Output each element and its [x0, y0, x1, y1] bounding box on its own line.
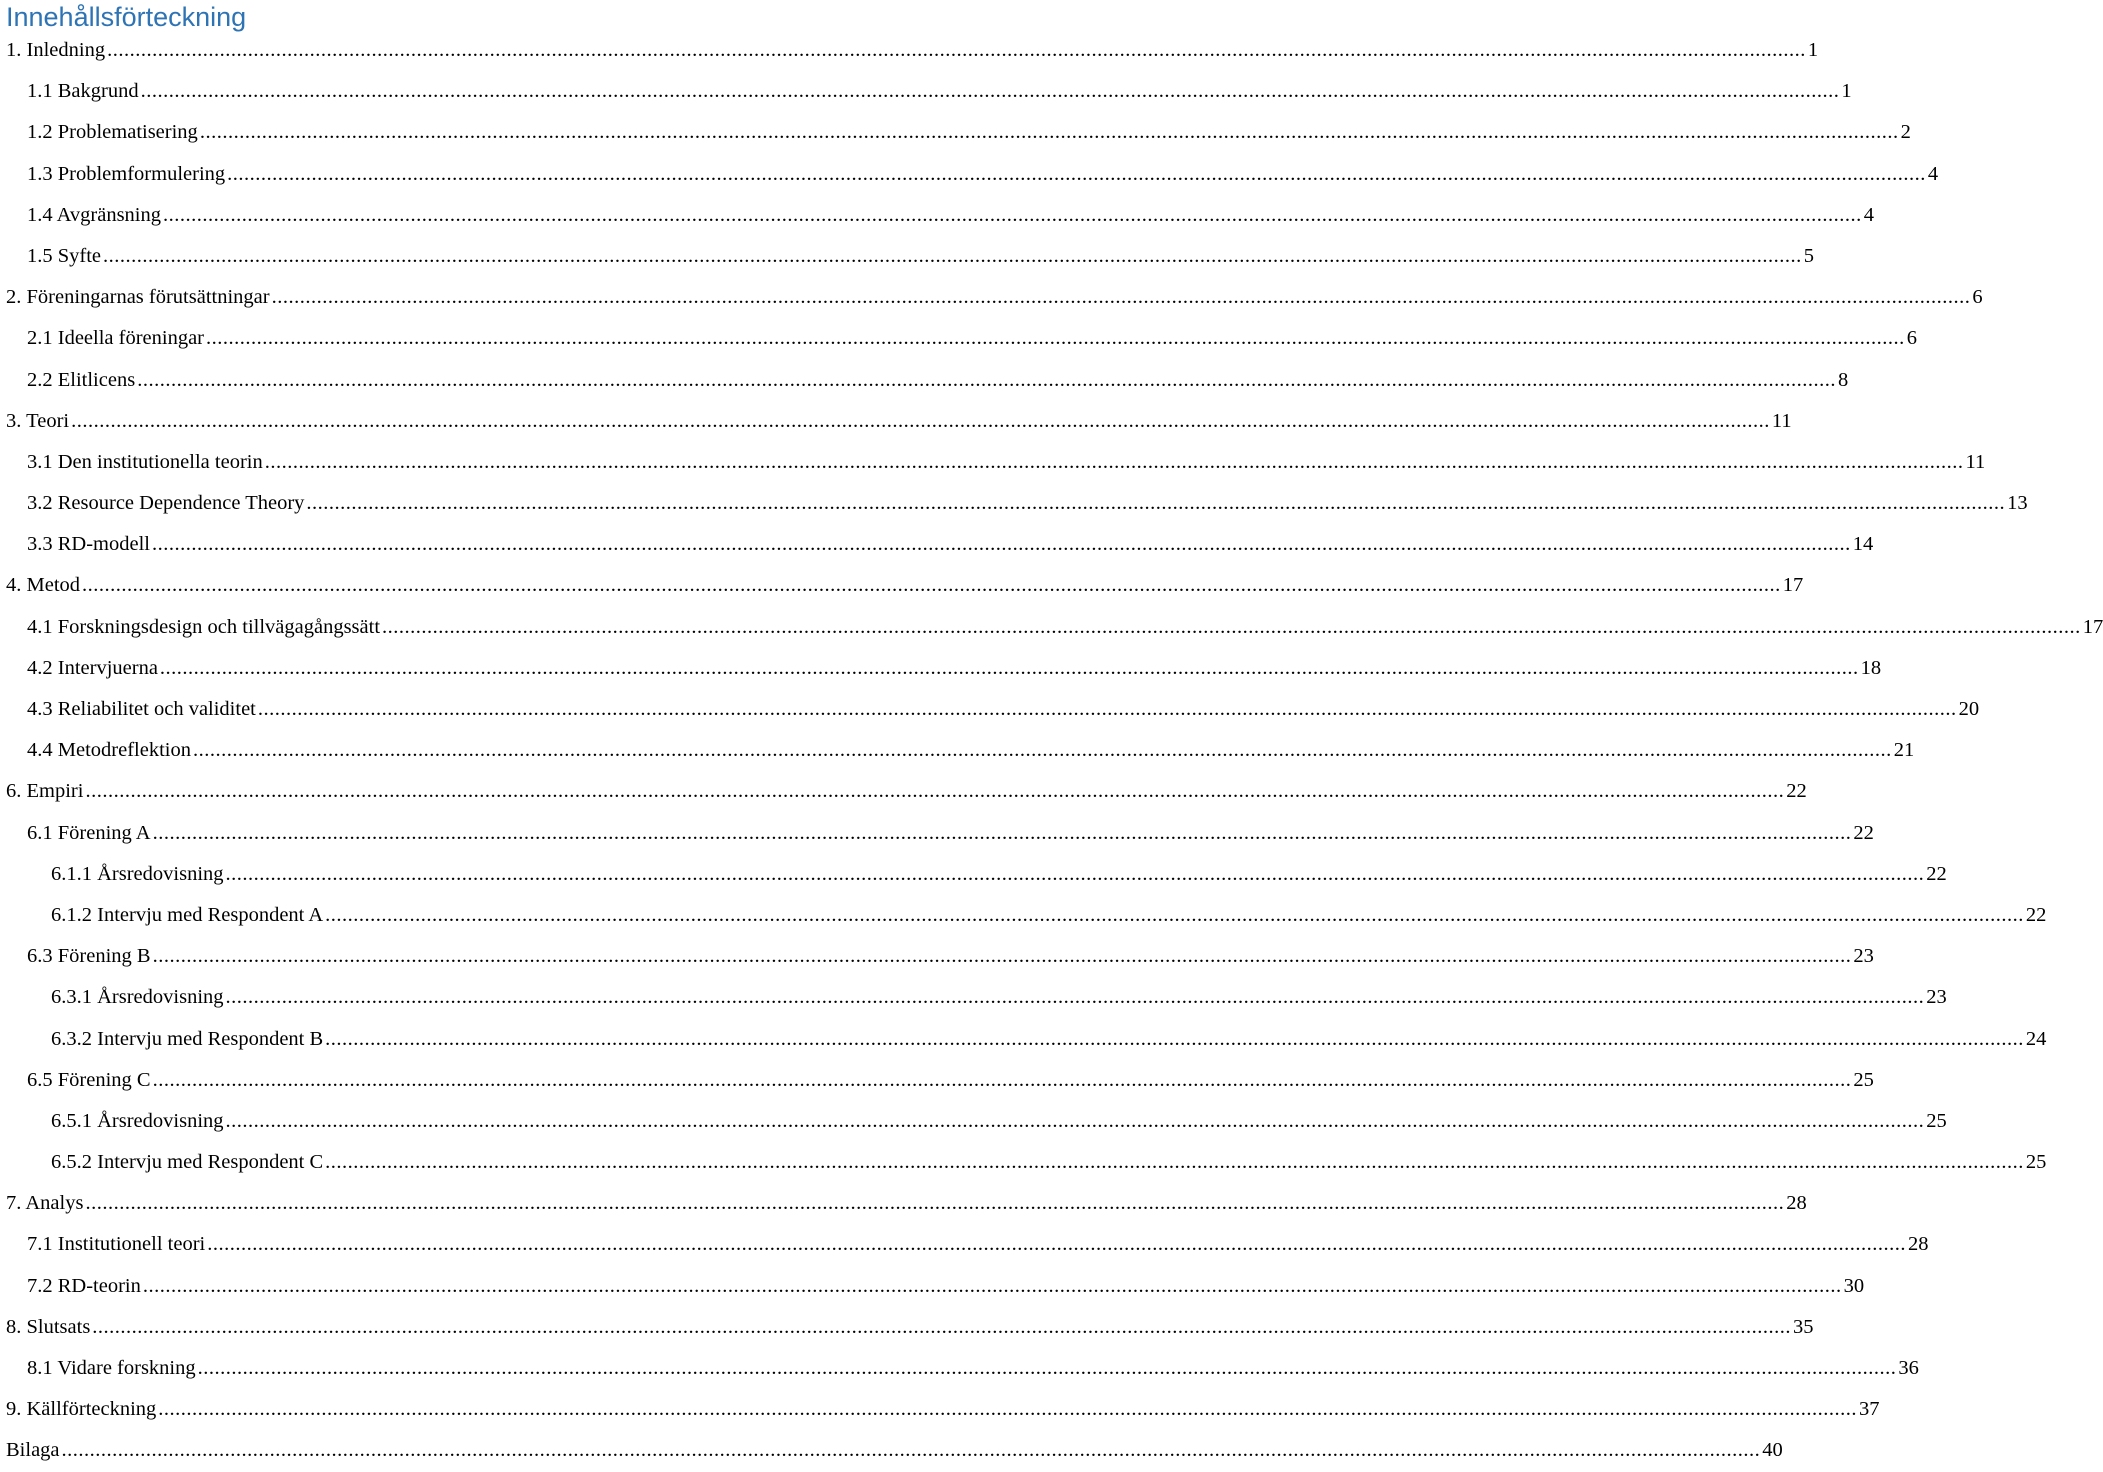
toc-entry[interactable] [0, 30, 1819, 71]
toc-entry[interactable] [0, 112, 1911, 153]
toc-page-number: 22 [1786, 780, 1807, 803]
toc-entry-label: 6.5.2 Intervju med Respondent C [51, 1151, 324, 1174]
toc-dot-leader: .............................................................................................................................................................................................................................................................................................................. [71, 409, 1770, 432]
toc-entry-label: 8. Slutsats [6, 1315, 91, 1338]
toc-entry[interactable] [0, 524, 1874, 565]
toc-entry-label: 2.1 Ideella föreningar [27, 327, 205, 350]
toc-entry[interactable] [0, 71, 1852, 112]
toc-entry-label: 6.3.1 Årsredovisning [51, 986, 224, 1009]
toc-dot-leader: .............................................................................................................................................................................................................................................................................................................. [225, 986, 1925, 1009]
toc-dot-leader: .............................................................................................................................................................................................................................................................................................................. [192, 739, 1892, 762]
toc-entry[interactable] [0, 401, 1792, 442]
toc-entry-label: 7. Analys [6, 1192, 84, 1215]
toc-dot-leader: .............................................................................................................................................................................................................................................................................................................. [382, 615, 2081, 638]
toc-entry-label: Bilaga [6, 1439, 60, 1462]
toc-page-number: 1 [1841, 80, 1852, 103]
toc-entry[interactable] [0, 607, 2103, 648]
toc-dot-leader: .............................................................................................................................................................................................................................................................................................................. [152, 821, 1852, 844]
toc-dot-leader: .............................................................................................................................................................................................................................................................................................................. [107, 39, 1806, 61]
toc-entry[interactable] [0, 1060, 1874, 1101]
toc-page-number: 22 [2025, 903, 2047, 926]
toc-page-number: 13 [2007, 492, 2028, 515]
toc-page-number: 21 [1893, 739, 1915, 762]
toc-entry-label: 9. Källförteckning [6, 1398, 157, 1421]
toc-entry-label: 4.4 Metodreflektion [27, 739, 191, 762]
toc-entry[interactable] [0, 854, 1947, 895]
toc-entry-label: 3.1 Den institutionella teorin [27, 450, 263, 473]
toc-page-number: 14 [1852, 533, 1874, 556]
toc-dot-leader: .............................................................................................................................................................................................................................................................................................................. [325, 1027, 2024, 1050]
toc-dot-leader: .............................................................................................................................................................................................................................................................................................................. [152, 533, 1851, 556]
toc-page-number: 11 [1965, 450, 1986, 473]
toc-entry[interactable] [0, 442, 1986, 483]
toc-page-number: 6 [1906, 327, 1918, 350]
toc-page-number: 30 [1843, 1274, 1865, 1297]
toc-dot-leader: .............................................................................................................................................................................................................................................................................................................. [163, 203, 1862, 226]
toc-dot-leader: .............................................................................................................................................................................................................................................................................................................. [159, 656, 1859, 679]
toc-page-number: 4 [1863, 203, 1875, 226]
toc-entry[interactable] [0, 977, 1947, 1018]
toc-page-number: 22 [1926, 862, 1947, 885]
toc-entry[interactable] [0, 771, 1807, 812]
toc-dot-leader: .............................................................................................................................................................................................................................................................................................................. [227, 162, 1926, 185]
toc-entry[interactable] [0, 565, 1804, 606]
toc-dot-leader: .............................................................................................................................................................................................................................................................................................................. [264, 450, 1964, 473]
toc-entry-label: 6.3.2 Intervju med Respondent B [51, 1027, 324, 1050]
toc-entry[interactable] [0, 1389, 1880, 1430]
toc-entry-label: 7.2 RD-teorin [27, 1274, 141, 1297]
toc-page-number: 35 [1793, 1315, 1814, 1338]
toc-entry-label: 2. Föreningarnas förutsättningar [6, 286, 270, 309]
toc-page-number: 4 [1927, 162, 1939, 185]
toc-page-number: 40 [1762, 1439, 1783, 1462]
toc-dot-leader: .............................................................................................................................................................................................................................................................................................................. [103, 244, 1802, 267]
toc-dot-leader: .............................................................................................................................................................................................................................................................................................................. [225, 1109, 1925, 1132]
toc-dot-leader: .............................................................................................................................................................................................................................................................................................................. [142, 1274, 1842, 1297]
toc-page-number: 23 [1853, 945, 1874, 968]
toc-entry[interactable] [0, 195, 1875, 236]
toc-dot-leader: .............................................................................................................................................................................................................................................................................................................. [85, 780, 1785, 803]
toc-entry-label: 1. Inledning [6, 39, 106, 61]
toc-page-number: 6 [1972, 286, 1983, 309]
toc-dot-leader: .............................................................................................................................................................................................................................................................................................................. [92, 1315, 1792, 1338]
toc-dot-leader: .............................................................................................................................................................................................................................................................................................................. [158, 1398, 1858, 1421]
toc-page-number: 25 [2025, 1151, 2047, 1174]
toc-entry-label: 4.2 Intervjuerna [27, 656, 158, 679]
toc-dot-leader: .............................................................................................................................................................................................................................................................................................................. [85, 1192, 1785, 1215]
toc-entry[interactable] [0, 1101, 1947, 1142]
toc-dot-leader: .............................................................................................................................................................................................................................................................................................................. [206, 327, 1905, 350]
toc-entry-label: 3.2 Resource Dependence Theory [27, 492, 305, 515]
toc-dot-leader: .............................................................................................................................................................................................................................................................................................................. [137, 368, 1836, 391]
toc-entry[interactable] [0, 813, 1874, 854]
toc-dot-leader: .............................................................................................................................................................................................................................................................................................................. [152, 945, 1852, 968]
toc-entry-label: 1.4 Avgränsning [27, 203, 162, 226]
toc-entry-label: 7.1 Institutionell teori [27, 1233, 206, 1256]
toc-entry-label: 3. Teori [6, 409, 70, 432]
toc-dot-leader: .............................................................................................................................................................................................................................................................................................................. [225, 862, 1925, 885]
toc-entry[interactable] [0, 1019, 2047, 1060]
toc-dot-leader: .............................................................................................................................................................................................................................................................................................................. [325, 903, 2024, 926]
toc-dot-leader: .............................................................................................................................................................................................................................................................................................................. [197, 1357, 1897, 1379]
toc-entry-label: 6.5 Förening C [27, 1068, 151, 1091]
toc-entry-label: 1.1 Bakgrund [27, 80, 139, 103]
toc-page-number: 25 [1853, 1068, 1874, 1091]
toc-dot-leader: .............................................................................................................................................................................................................................................................................................................. [82, 574, 1781, 597]
toc-page-number: 24 [2025, 1027, 2047, 1050]
toc-entry[interactable] [0, 1142, 2047, 1183]
toc-entry[interactable] [0, 483, 2028, 524]
toc-entry[interactable] [0, 730, 1915, 771]
toc-page-number: 2 [1900, 121, 1911, 144]
toc-page-number: 17 [2082, 615, 2103, 638]
toc-entry-label: 1.2 Problematisering [27, 121, 198, 144]
toc-dot-leader: .............................................................................................................................................................................................................................................................................................................. [140, 80, 1840, 103]
toc-page-number: 28 [1907, 1233, 1929, 1256]
toc-page-number: 23 [1926, 986, 1947, 1009]
toc-page-number: 8 [1837, 368, 1849, 391]
toc-entry[interactable] [0, 1224, 1929, 1265]
toc-page-number: 18 [1860, 656, 1882, 679]
toc-entry-label: 4.1 Forskningsdesign och tillvägagångssätt [27, 615, 381, 638]
toc-entry-label: 8.1 Vidare forskning [27, 1357, 196, 1379]
toc-page-number: 20 [1958, 698, 1980, 720]
toc-page-number: 11 [1771, 409, 1792, 432]
toc-entry[interactable] [0, 1430, 1783, 1471]
toc-entry[interactable] [0, 1307, 1814, 1348]
toc-entry[interactable] [0, 1348, 1919, 1389]
toc-entry[interactable] [0, 277, 1983, 318]
toc-entry-label: 6. Empiri [6, 780, 84, 803]
toc-entry-label: 6.1 Förening A [27, 821, 151, 844]
toc-entry-label: 2.2 Elitlicens [27, 368, 136, 391]
toc-entry[interactable] [0, 936, 1874, 977]
toc-dot-leader: .............................................................................................................................................................................................................................................................................................................. [152, 1068, 1852, 1091]
toc-entry[interactable] [0, 648, 1882, 689]
toc-entry-label: 6.3 Förening B [27, 945, 151, 968]
toc-entry[interactable] [0, 154, 1939, 195]
toc-entry-label: 6.1.2 Intervju med Respondent A [51, 903, 324, 926]
toc-entry[interactable] [0, 689, 1980, 730]
toc-dot-leader: .............................................................................................................................................................................................................................................................................................................. [257, 698, 1957, 720]
toc-entry-label: 3.3 RD-modell [27, 533, 150, 556]
toc-page-number: 1 [1807, 39, 1819, 61]
toc-entry[interactable] [0, 236, 1815, 277]
table-of-contents [0, 30, 2103, 1472]
toc-dot-leader: .............................................................................................................................................................................................................................................................................................................. [271, 286, 1971, 309]
toc-dot-leader: .............................................................................................................................................................................................................................................................................................................. [325, 1151, 2024, 1174]
toc-page-number: 22 [1853, 821, 1874, 844]
toc-page-number: 25 [1926, 1109, 1947, 1132]
toc-page-number: 36 [1898, 1357, 1919, 1379]
toc-dot-leader: .............................................................................................................................................................................................................................................................................................................. [199, 121, 1899, 144]
toc-page-number: 17 [1782, 574, 1804, 597]
toc-entry-label: 4. Metod [6, 574, 81, 597]
toc-dot-leader: .............................................................................................................................................................................................................................................................................................................. [306, 492, 2006, 515]
toc-entry[interactable] [0, 360, 1849, 401]
toc-entry-label: 6.1.1 Årsredovisning [51, 862, 224, 885]
toc-title: Innehållsförteckning [6, 2, 247, 32]
toc-entry-label: 6.5.1 Årsredovisning [51, 1109, 224, 1132]
toc-entry[interactable] [0, 895, 2047, 936]
toc-entry[interactable] [0, 318, 1918, 359]
toc-dot-leader: .............................................................................................................................................................................................................................................................................................................. [61, 1439, 1761, 1462]
toc-entry-label: 1.5 Syfte [27, 244, 102, 267]
toc-entry[interactable] [0, 1266, 1865, 1307]
toc-entry-label: 4.3 Reliabilitet och validitet [27, 698, 256, 720]
toc-entry[interactable] [0, 1183, 1807, 1224]
toc-dot-leader: .............................................................................................................................................................................................................................................................................................................. [207, 1233, 1906, 1256]
toc-entry-label: 1.3 Problemformulering [27, 162, 226, 185]
toc-page-number: 37 [1859, 1398, 1880, 1421]
toc-page-number: 5 [1803, 244, 1815, 267]
toc-page-number: 28 [1786, 1192, 1807, 1215]
